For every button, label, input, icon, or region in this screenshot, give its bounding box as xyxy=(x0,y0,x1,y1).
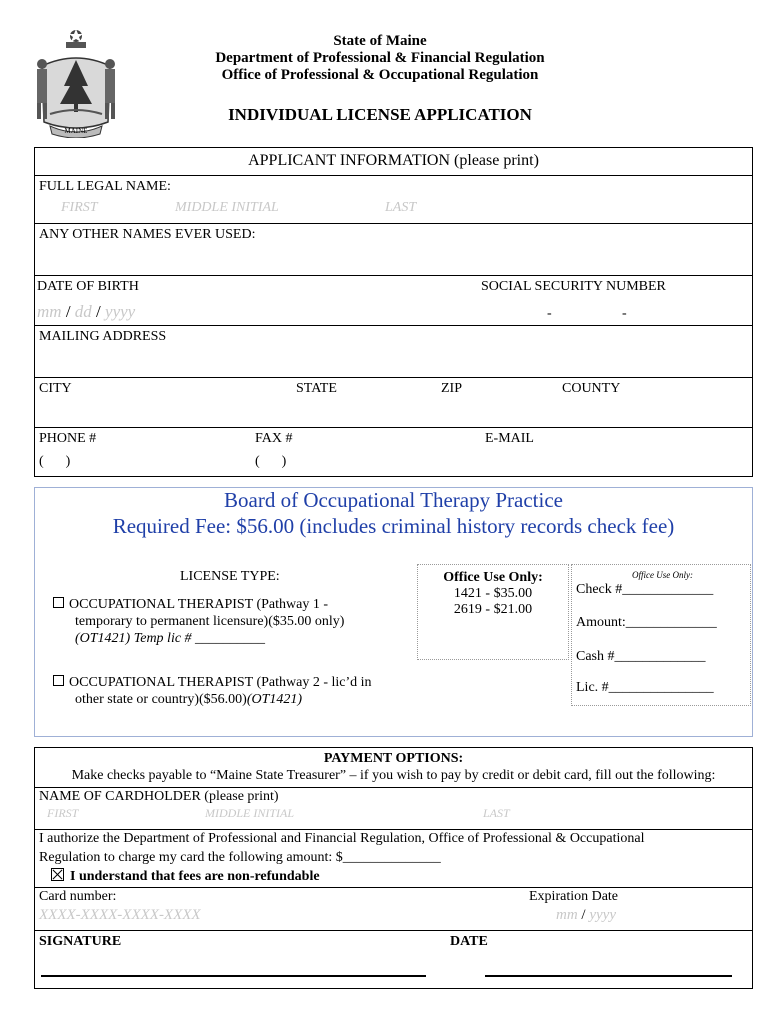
option1-line3 xyxy=(75,631,265,647)
state-label: STATE xyxy=(296,381,337,396)
option2-line2: other state or country)($56.00) xyxy=(75,692,247,707)
card-number-label: Card number: xyxy=(39,889,117,904)
mailing-address-label: MAILING ADDRESS xyxy=(39,329,167,344)
dob-label: DATE OF BIRTH xyxy=(37,279,139,294)
office-use-small-title: Office Use Only: xyxy=(632,570,693,580)
seal-text: MAINE xyxy=(64,127,88,135)
authorize-line-2: Regulation to charge my card the following amount: $______________ xyxy=(39,850,441,865)
phone-paren-close: ) xyxy=(65,454,71,469)
payment-title: PAYMENT OPTIONS: xyxy=(323,751,464,766)
phone-field[interactable] xyxy=(39,454,70,470)
option2-checkbox-row[interactable] xyxy=(53,675,372,691)
state-seal-icon xyxy=(28,26,124,138)
fax-label: FAX # xyxy=(255,431,293,446)
header-office: Office of Professional & Occupational Regulation xyxy=(221,67,539,83)
license-number-label: Lic. #_______________ xyxy=(576,680,714,695)
nonrefundable-row[interactable] xyxy=(51,868,320,885)
amount-label: Amount:_____________ xyxy=(576,615,717,630)
option2-code: (OT1421) xyxy=(246,692,303,707)
ssn-sep-2: - xyxy=(622,306,627,321)
exp-sep: / xyxy=(581,907,586,923)
check-number-label: Check #_____________ xyxy=(576,582,714,597)
dob-field[interactable] xyxy=(37,302,135,322)
dob-mm: mm xyxy=(37,302,62,321)
license-type-label: LICENSE TYPE: xyxy=(180,569,280,584)
fax-field[interactable] xyxy=(255,454,286,470)
dob-sep-2: / xyxy=(96,302,101,321)
fax-paren-open: ( xyxy=(255,454,260,469)
date-line[interactable] xyxy=(485,975,732,977)
name-middle-field[interactable]: MIDDLE INITIAL xyxy=(175,200,279,215)
office-use-payment-box xyxy=(571,564,751,706)
cardholder-middle-field[interactable]: MIDDLE INITIAL xyxy=(205,806,294,820)
dob-dd: dd xyxy=(74,302,92,321)
county-label: COUNTY xyxy=(562,381,621,396)
exp-mm: mm xyxy=(556,907,578,923)
other-names-label: ANY OTHER NAMES EVER USED: xyxy=(39,227,256,242)
ssn-label: SOCIAL SECURITY NUMBER xyxy=(481,279,666,294)
form-title: INDIVIDUAL LICENSE APPLICATION xyxy=(228,105,532,124)
zip-label: ZIP xyxy=(441,381,462,396)
city-label: CITY xyxy=(39,381,72,396)
fee-code-1: 1421 - $35.00 xyxy=(453,586,533,601)
exp-yyyy: yyyy xyxy=(589,907,616,923)
board-fee: Required Fee: $56.00 (includes criminal history records check fee) xyxy=(112,514,675,538)
option1-temp: Temp lic # __________ xyxy=(130,631,266,646)
expiration-field[interactable] xyxy=(556,907,616,924)
dob-yyyy: yyyy xyxy=(105,302,136,321)
option1-line2: temporary to permanent licensure)($35.00 only) xyxy=(75,614,345,629)
nonrefundable-text: I understand that fees are non-refundable xyxy=(70,869,320,884)
header-state: State of Maine xyxy=(333,33,427,49)
date-label: DATE xyxy=(450,934,488,949)
signature-line[interactable] xyxy=(41,975,426,977)
phone-paren-open: ( xyxy=(39,454,44,469)
option2-line1: OCCUPATIONAL THERAPIST (Pathway 2 - lic’d in xyxy=(69,675,372,690)
phone-label: PHONE # xyxy=(39,431,97,446)
name-last-field[interactable]: LAST xyxy=(385,200,417,215)
cardholder-label: NAME OF CARDHOLDER (please print) xyxy=(39,789,279,804)
card-number-field[interactable]: XXXX-XXXX-XXXX-XXXX xyxy=(39,907,201,923)
option2-line2-row xyxy=(75,692,302,708)
email-label: E-MAIL xyxy=(485,431,534,446)
nonrefundable-checkbox[interactable] xyxy=(51,868,64,881)
option1-checkbox-row[interactable] xyxy=(53,597,328,613)
name-first-field[interactable]: FIRST xyxy=(61,200,98,215)
full-legal-name-label: FULL LEGAL NAME: xyxy=(39,179,171,194)
option1-line1: OCCUPATIONAL THERAPIST (Pathway 1 - xyxy=(69,597,329,612)
fee-code-2: 2619 - $21.00 xyxy=(453,602,533,617)
option1-code: (OT1421) xyxy=(75,631,131,646)
applicant-section-title: APPLICANT INFORMATION (please print) xyxy=(248,152,539,169)
dob-sep-1: / xyxy=(65,302,71,321)
fax-paren-close: ) xyxy=(281,454,287,469)
cardholder-first-field[interactable]: FIRST xyxy=(47,806,79,820)
option1-checkbox[interactable] xyxy=(53,597,64,608)
expiration-label: Expiration Date xyxy=(529,889,619,904)
signature-label: SIGNATURE xyxy=(39,934,122,949)
header-department: Department of Professional & Financial Regulation xyxy=(215,50,545,66)
office-use-title: Office Use Only: xyxy=(443,570,543,585)
ssn-sep-1: - xyxy=(547,306,552,321)
payment-instructions: Make checks payable to “Maine State Treasurer” – if you wish to pay by credit or debit card, fill out the following: xyxy=(71,768,716,783)
board-title: Board of Occupational Therapy Practice xyxy=(224,488,563,512)
cardholder-last-field[interactable]: LAST xyxy=(483,806,510,820)
applicant-section xyxy=(34,147,753,477)
payment-section xyxy=(34,747,753,989)
office-use-fees-box xyxy=(417,564,569,660)
option2-checkbox[interactable] xyxy=(53,675,64,686)
cash-number-label: Cash #_____________ xyxy=(576,649,706,664)
authorize-line-1: I authorize the Department of Professional and Financial Regulation, Office of Professional & Occupational xyxy=(39,831,645,846)
board-section xyxy=(34,487,753,737)
